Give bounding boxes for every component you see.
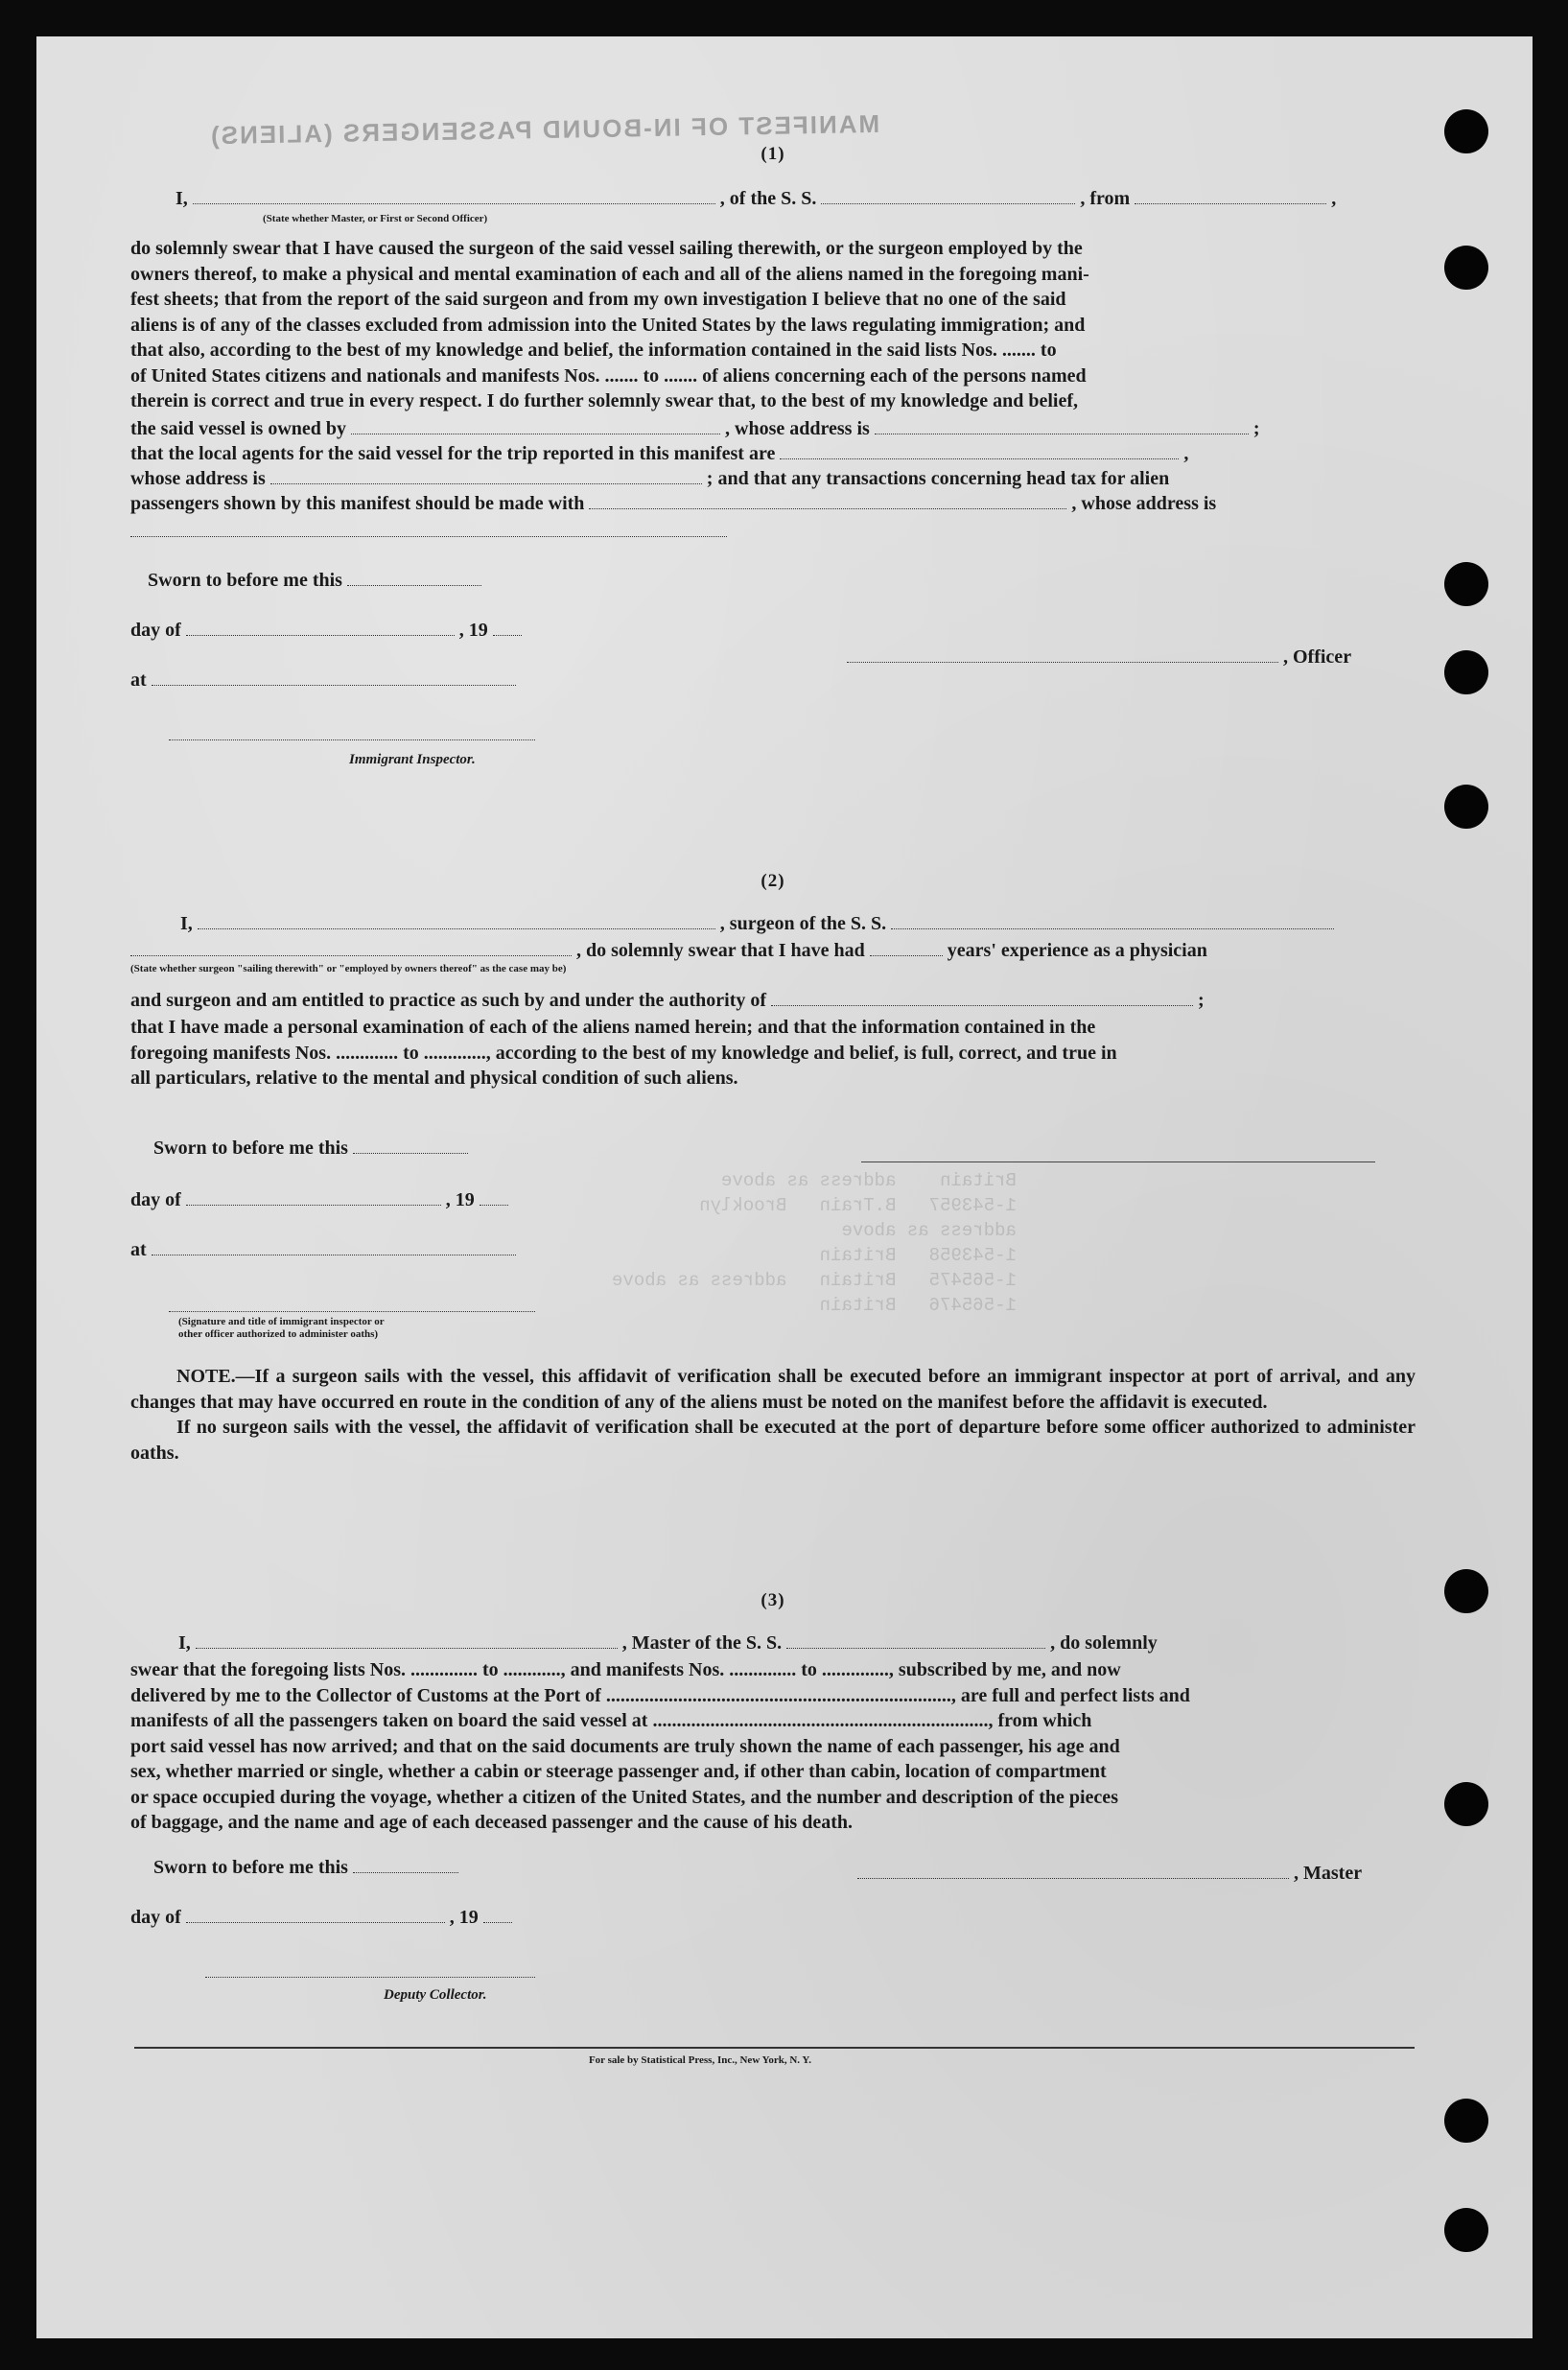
section-1-number: (1) [761,144,785,164]
surgeon-signature-field[interactable] [861,1161,1375,1162]
sworn-label: Sworn to before me this [148,570,342,591]
agents-address-line [130,468,1169,490]
local-agents-line: that the local agents for the said vessel for the trip reported in this manifest are , [130,443,1189,464]
master-oath-line: delivered by me to the Collector of Customs at the Port of ........................................................................, are full and perfect lists and [130,1684,1190,1706]
owner-field[interactable] [351,420,720,434]
at-label: at [130,1239,147,1260]
from-label: , from [1080,188,1131,209]
sworn-label: Sworn to before me this [153,1857,348,1878]
manifest-page [36,36,1533,2338]
head-tax-party-field[interactable] [589,495,1066,509]
experience-line [130,940,1207,962]
authority-field[interactable] [771,992,1193,1006]
day-of-line [130,620,522,642]
section-3 [130,1590,1416,1611]
master-name-field[interactable] [196,1634,618,1649]
place-field[interactable] [152,671,516,686]
note [130,1364,1416,1466]
master-oath-line: sex, whether married or single, whether a cabin or steerage passenger and, if other than cabin, location of compartment [130,1761,1107,1782]
punch-hole [1444,109,1488,153]
collector-signature-field[interactable] [205,1976,535,1978]
punch-hole [1444,246,1488,290]
signature-note [178,1316,385,1341]
section-2-body [130,1015,1416,1091]
year-field[interactable] [480,1191,508,1206]
master-oath-line: I, , of the S. S. , from , [176,188,1337,209]
section-3-body [130,1657,1416,1836]
surgeon-of-label: , surgeon of the S. S. [719,913,887,934]
day-of-line [130,1189,508,1211]
master-oath-line: of baggage, and the name and age of each deceased passenger and the cause of his death. [130,1812,853,1833]
owner-address-field[interactable] [875,420,1249,434]
oath-line: do solemnly swear that I have caused the surgeon of the said vessel sailing therewith, or the surgeon employed by the [130,238,1083,259]
place-field[interactable] [152,1241,516,1255]
punch-hole [1444,562,1488,606]
collector-caption: Deputy Collector. [384,1987,487,2003]
sworn-line [153,1138,468,1160]
bleed-through-header: MANIFEST OF IN-BOUND PASSENGERS (ALIENS) [208,108,880,151]
do-swear-label: , do solemnly swear that I have had [576,940,865,961]
printer-credit: For sale by Statistical Press, Inc., New York, N. Y. [588,2054,812,2066]
oath-line: fest sheets; that from the report of the said surgeon and from my own investigation I believe that no one of the said [130,289,1066,310]
master-oath-line: port said vessel has now arrived; and that on the said documents are truly shown the name of each passenger, his age and [130,1735,1120,1757]
sworn-day-field[interactable] [353,1859,458,1873]
punch-hole [1444,1569,1488,1613]
master-signature-field[interactable] [857,1865,1289,1879]
note-paragraph: If no surgeon sails with the vessel, the affidavit of verification shall be executed at the port of departure before some officer authorized to administer oaths. [130,1417,1416,1464]
head-tax-label: ; and that any transactions concerning head tax for alien [706,468,1170,489]
sworn-day-field[interactable] [353,1139,468,1154]
punch-hole [1444,785,1488,829]
day-of-label: day of [130,620,181,641]
oath-line: of United States citizens and nationals and manifests Nos. ....... to ....... of aliens concerning each of the persons named [130,364,1087,387]
surgeon-oath-line: all particulars, relative to the mental and physical condition of such aliens. [130,1068,738,1089]
master-oath-line: or space occupied during the voyage, whether a citizen of the United States, and the number and description of the pieces [130,1786,1118,1808]
authority-label: and surgeon and am entitled to practice as such by and under the authority of [130,990,767,1011]
sworn-day-field[interactable] [347,572,481,586]
year-field[interactable] [493,622,522,636]
section-2 [130,871,1416,892]
at-line [130,669,516,692]
whose-address-label: , whose address is [1071,493,1217,514]
signature-note-line: other officer authorized to administer oaths) [178,1328,379,1340]
section-2-number: (2) [761,871,785,891]
oath-line: owners thereof, to make a physical and mental examination of each and all of the aliens named in the foregoing mani- [130,263,1089,285]
surgeon-ship-field[interactable] [891,915,1334,929]
surgeon-oath-line: foregoing manifests Nos. ............. to ............., according to the best of my knowledge and belief, is full, correct, and true in [130,1042,1117,1064]
officer-label: , Officer [1283,646,1352,668]
year-label: , 19 [458,620,488,641]
inspector-signature-field[interactable] [169,739,535,740]
owned-by-label: the said vessel is owned by [130,418,347,439]
punch-hole [1444,650,1488,694]
sworn-line [153,1857,458,1879]
surgeon-line [180,913,1334,935]
master-oath-line: manifests of all the passengers taken on board the said vessel at ......................................................................, from which [130,1710,1092,1731]
i-label: I, [180,913,193,934]
i-label: I, [176,188,188,209]
head-tax-address-field[interactable] [130,535,727,537]
whose-address-label: whose address is [130,468,266,489]
oath-line: that also, according to the best of my knowledge and belief, the information contained in the said lists Nos. ....... to [130,340,1057,361]
of-ss-label: , of the S. S. [719,188,817,209]
years-label: years' experience as a physician [947,940,1207,961]
master-name-field[interactable] [193,190,715,204]
officer-line [847,646,1351,669]
footer-rule [134,2047,1415,2049]
oath-line: therein is correct and true in every respect. I do further solemnly swear that, to the best of my knowledge and belief, [130,390,1079,411]
from-port-field[interactable] [1135,190,1326,204]
officer-signature-field[interactable] [847,648,1278,663]
section-1-body [130,236,1416,414]
agents-address-field[interactable] [270,470,702,484]
ship-name-field[interactable] [821,190,1075,204]
local-agents-field[interactable] [780,445,1179,459]
bleed-through-text: Britain address as above 1-543957 B.Train Brooklyn address as above 1-543958 Britain 1-565475 Britain address as above 1-565476 Britain [612,1170,1017,1316]
surgeon-state-note: (State whether surgeon "sailing therewith" or "employed by owners thereof" as the case may be) [130,963,567,974]
signature-note-line: (Signature and title of immigrant inspector or [178,1316,385,1327]
at-label: at [130,669,147,691]
section-1 [130,144,1416,165]
do-solemnly-label: , do solemnly [1050,1632,1158,1654]
surgeon-status-field[interactable] [130,942,572,956]
master-note: (State whether Master, or First or Second Officer) [263,213,488,224]
section-3-number: (3) [761,1590,785,1610]
month-field[interactable] [186,622,455,636]
day-of-line [130,1907,512,1929]
local-agents-label: that the local agents for the said vessel for the trip reported in this manifest are [130,443,776,464]
inspector-caption: Immigrant Inspector. [349,752,476,767]
master-label: , Master [1294,1863,1363,1884]
passengers-label: passengers shown by this manifest should be made with [130,493,585,514]
whose-address-label: , whose address is [725,418,870,439]
master-signature-line [857,1863,1362,1885]
month-field[interactable] [186,1191,441,1206]
sworn-line [148,570,481,592]
punch-hole [1444,1782,1488,1826]
passengers-line [130,493,1216,515]
master-ship-field[interactable] [786,1634,1045,1649]
oath-officer-signature-field[interactable] [169,1310,535,1312]
surgeon-oath-line: that I have made a personal examination of each of the aliens named herein; and that the information contained in the [130,1017,1096,1038]
month-field[interactable] [186,1909,445,1923]
day-of-label: day of [130,1189,181,1210]
owned-by-line: the said vessel is owned by , whose address is ; [130,418,1260,439]
punch-hole [1444,2099,1488,2143]
master-line [178,1632,1158,1654]
note-paragraph: NOTE.—If a surgeon sails with the vessel, this affidavit of verification shall be executed before an immigrant inspector at port of arrival, and any changes that may have occurred en route in the condition of any of the aliens must be noted on the manifest before the affidavit is executed. [130,1366,1416,1413]
day-of-label: day of [130,1907,181,1928]
surgeon-name-field[interactable] [198,915,715,929]
oath-line: aliens is of any of the classes excluded from admission into the United States by the laws regulating immigration; and [130,314,1086,336]
authority-line: and surgeon and am entitled to practice as such by and under the authority of ; [130,990,1205,1011]
punch-hole [1444,2208,1488,2252]
year-label: , 19 [449,1907,479,1928]
year-label: , 19 [445,1189,475,1210]
year-field[interactable] [483,1909,512,1923]
at-line [130,1239,516,1261]
years-field[interactable] [870,942,943,956]
master-of-label: , Master of the S. S. [621,1632,783,1654]
sworn-label: Sworn to before me this [153,1138,348,1159]
master-oath-line: swear that the foregoing lists Nos. .............. to ............, and manifests Nos. .............. to .............., subscribed by me, and now [130,1659,1121,1680]
i-label: I, [178,1632,191,1654]
